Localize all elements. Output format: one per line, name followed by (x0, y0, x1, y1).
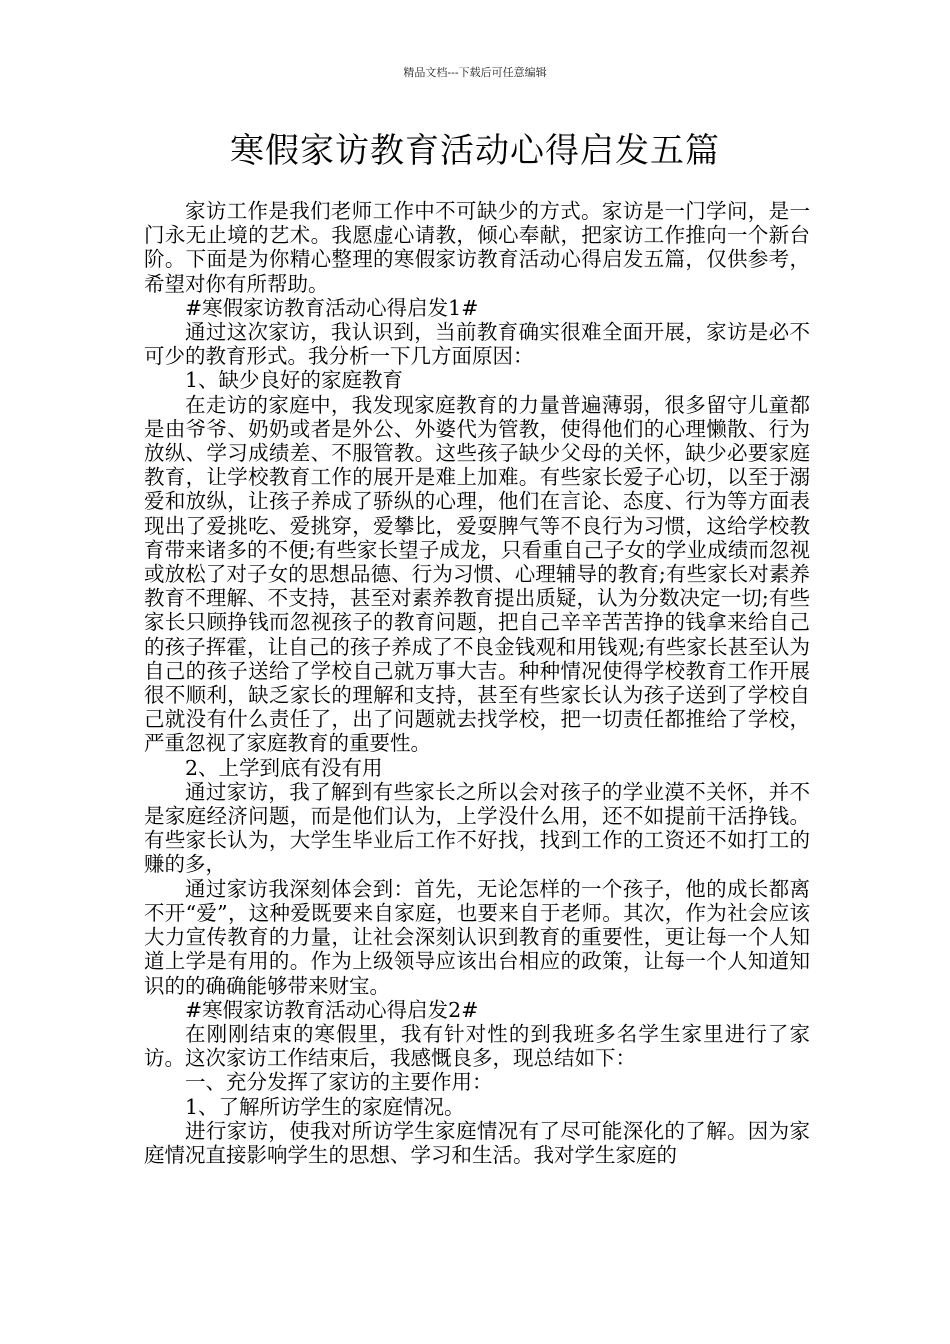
document-title: 寒假家访教育活动心得启发五篇 (230, 131, 720, 171)
subheading: 一、充分发挥了家访的主要作用： (185, 1070, 493, 1095)
page-header-note: 精品文档---下载后可任意编辑 (403, 66, 547, 79)
subheading: 2、上学到底有没有用 (185, 755, 383, 780)
document-body (144, 199, 810, 1167)
section-heading-1: #寒假家访教育活动心得启发1# (185, 295, 479, 320)
body-paragraph: 通过这次家访，我认识到，当前教育确实很难全面开展，家访是必不可少的教育形式。我分析一下几方面原因： (144, 320, 810, 369)
body-paragraph: 在刚刚结束的寒假里，我有针对性的到我班多名学生家里进行了家访。这次家访工作结束后，我感慨良多，现总结如下： (144, 1021, 810, 1071)
body-paragraph: 通过家访我深刻体会到：首先，无论怎样的一个孩子，他的成长都离不开“爱”，这种爱既要来自家庭，也要来自于老师。其次，作为社会应该大力宣传教育的力量，让社会深刻认识到教育的重要性，更让每一个人知道上学是有用的。作为上级领导应该出台相应的政策，让每一个人知道知识的的确确能够带来财宝。 (144, 876, 810, 998)
intro-paragraph: 家访工作是我们老师工作中不可缺少的方式。家访是一门学问，是一门永无止境的艺术。我愿虚心请教，倾心奉献，把家访工作推向一个新台阶。下面是为你精心整理的寒假家访教育活动心得启发五篇，仅供参考，希望对你有所帮助。 (144, 199, 810, 296)
subheading: 1、缺少良好的家庭教育 (185, 368, 404, 393)
section-heading-2: #寒假家访教育活动心得启发2# (185, 997, 479, 1022)
body-paragraph: 通过家访，我了解到有些家长之所以会对孩子的学业漠不关怀，并不是家庭经济问题，而是他们认为，上学没什么用，还不如提前干活挣钱。有些家长认为，大学生毕业后工作不好找，找到工作的工资还不如打工的赚的多， (144, 779, 810, 877)
body-paragraph: 在走访的家庭中，我发现家庭教育的力量普遍薄弱，很多留守儿童都是由爷爷、奶奶或者是外公、外婆代为管教，使得他们的心理懒散、行为放纵、学习成绩差、不服管教。这些孩子缺少父母的关怀，缺少必要家庭教育，让学校教育工作的展开是难上加难。有些家长爱子心切，以至于溺爱和放纵，让孩子养成了骄纵的心理，他们在言论、态度、行为等方面表现出了爱挑吃、爱挑穿，爱攀比，爱耍脾气等不良行为习惯，这给学校教育带来诸多的不便;有些家长望子成龙，只看重自己子女的学业成绩而忽视或放松了对子女的思想品德、行为习惯、心理辅导的教育;有些家长对素养教育不理解、不支持，甚至对素养教育提出质疑，认为分数决定一切;有些家长只顾挣钱而忽视孩子的教育问题，把自己辛辛苦苦挣的钱拿来给自己的孩子挥霍，让自己的孩子养成了不良金钱观和用钱观;有些家长甚至认为自己的孩子送给了学校自己就万事大吉。种种情况使得学校教育工作开展很不顺利，缺乏家长的理解和支持，甚至有些家长认为孩子送到了学校自己就没有什么责任了，出了问题就去找学校，把一切责任都推给了学校，严重忽视了家庭教育的重要性。 (144, 392, 810, 756)
body-paragraph: 进行家访，使我对所访学生家庭情况有了尽可能深化的了解。因为家庭情况直接影响学生的思想、学习和生活。我对学生家庭的 (144, 1118, 810, 1167)
subheading: 1、了解所访学生的家庭情况。 (185, 1094, 465, 1119)
